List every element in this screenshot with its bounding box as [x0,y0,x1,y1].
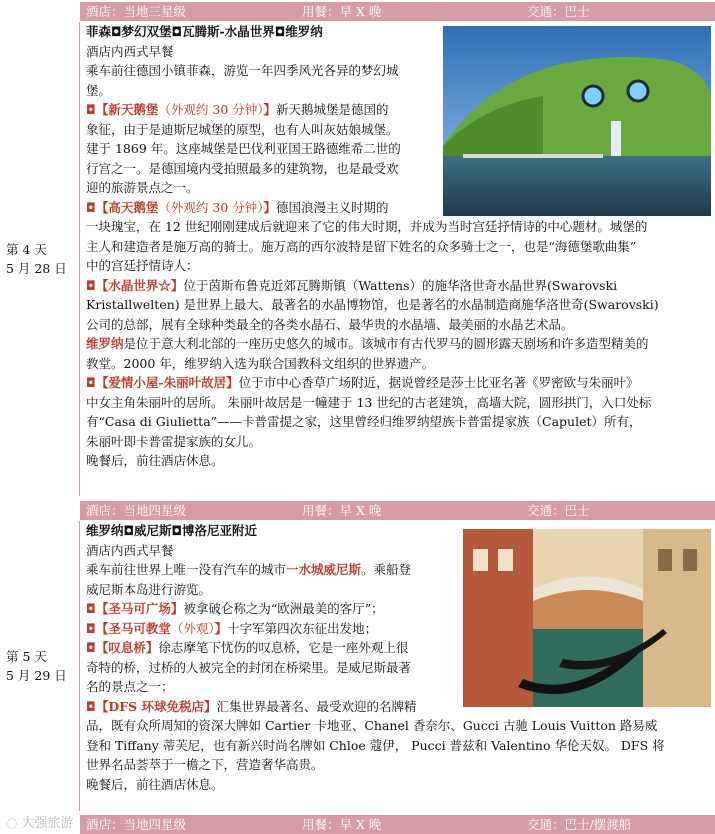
attraction-note: （外观约 30 分钟） [158,199,264,215]
day-label-cell [0,521,80,811]
attraction-juliet-house [86,373,711,393]
text-line: 威尼斯本岛进行游览。 [86,581,212,597]
attraction-marker: ◘【高天鹅堡 [86,199,159,215]
text-line: Kristallwelten) 是世界上最大、最著名的水晶博物馆，也是著名的水晶制造商施华洛世奇(Swarovski) [86,297,659,312]
day-number: 第 4 天 [6,241,47,257]
attraction-crystal-world [86,276,711,296]
attraction-marker: ◘【新天鹅堡 [86,102,159,117]
text-line: 一块瑰宝，在 12 世纪刚刚建成后就迎来了它的伟大时期，并成为当时宫廷抒情诗的中心题材。城堡的 [86,219,648,234]
text-line: 教堂。2000 年，维罗纳入选为联合国教科文组织的世界遗产。 [86,355,435,371]
meal-info: 用餐：早 X 晚 [302,4,382,19]
day5-content [86,521,711,794]
day-title: 维罗纳◘威尼斯◘博洛尼亚附近 [86,523,258,538]
watermark-logo [6,814,74,834]
hotel-info: 酒店：当地四星级 [86,503,187,518]
meal-info: 用餐：早 X 晚 [302,503,382,518]
attraction-san-marco-church [86,619,711,639]
traffic-info: 交通：巴士/摆渡船 [527,817,632,832]
venice-intro-line [86,560,711,580]
attraction-text: 德国浪漫主义时期的 [276,199,389,215]
attraction-text: 新天鹅城堡是德国的 [276,102,389,117]
text-line: 主人和建造者是施万高的骑士。施万高的西尔波特是留下姓名的众多骑士之一，也是“海德堡歌曲集” [86,238,637,254]
text-line: 公司的总部，展有全球种类最全的各类水晶石、最华贵的水晶墙、最美丽的水晶艺术品。 [86,316,574,332]
info-bar-day4 [0,501,715,520]
attraction-text: 汇集世界最著名、最受欢迎的名牌精 [216,698,417,714]
day4-content [86,22,711,471]
city-text: 是位于意大利北部的一座历史悠久的城市。该城市有古代罗马的圆形露天剧场和许多造型精美的 [123,336,649,351]
attraction-marker: ◘【水晶世界☆】 [86,277,184,293]
attraction-bracket: 】 [214,620,228,636]
text-line: 世界名品荟萃于一檐之下，营造奢华高贵。 [86,757,324,772]
attraction-san-marco-square [86,599,711,619]
attraction-text: 十字军第四次东征出发地； [227,620,378,636]
attraction-marker: ◘【爱情小屋-朱丽叶故居】 [86,375,239,390]
traffic-info: 交通：巴士 [527,4,590,19]
text-line: 堡。 [86,82,112,98]
text-line: 登和 Tiffany 蒂芙尼，也有新兴时尚名牌如 Chloe 蔻伊， Pucci 普兹和 Valentino 华伦天奴。 DFS 将 [86,737,665,753]
text-segment: 乘车前往世界上唯一没有汽车的城市 [86,562,287,577]
hotel-info: 酒店：当地四星级 [86,817,187,832]
highlight-venice: 一水城威尼斯 [286,562,362,577]
info-bar-day3 [0,2,715,21]
day-number: 第 5 天 [6,648,47,664]
text-line: 晚餐后，前往酒店休息。 [86,776,224,792]
day-title: 菲森◘梦幻双堡◘瓦腾斯-水晶世界◘维罗纳 [86,24,323,39]
text-line: 朱丽叶即卡普雷提家族的女儿。 [86,433,262,449]
text-line: 象征，由于是迪斯尼城堡的原型，也有人叫灰姑娘城堡。 [86,121,399,137]
attraction-note: （外观） [170,620,215,636]
text-line: 行宫之一。是德国境内受拍照最多的建筑物，也是最受欢 [86,160,399,176]
text-line: 乘车前往德国小镇菲森，游览一年四季风光各异的梦幻城 [86,63,399,78]
text-line: 有“Casa di Giulietta”——卡普雷提之家，这里曾经归维罗纳望族卡普雷提家族（Capulet）所有， [86,414,642,429]
attraction-text: 被拿破仑称之为“欧洲最美的客厅”； [183,601,384,616]
info-bar-day5 [0,815,715,834]
hotel-info: 酒店：当地三星级 [86,4,187,19]
day-label-cell [0,22,80,496]
attraction-marker: ◘【DFS 环球免税店】 [86,698,217,714]
attraction-bridge-of-sighs [86,638,711,658]
attraction-hohenschwangau [86,198,711,218]
text-line: 中的宫廷抒情诗人： [86,258,199,273]
attraction-dfs [86,697,711,717]
text-line: 迎的旅游景点之一。 [86,180,199,195]
day-date: 5 月 29 日 [6,668,67,683]
traffic-info: 交通：巴士 [527,503,590,518]
day-date: 5 月 28 日 [6,261,67,276]
text-line: 中女主角朱丽叶的居所。 朱丽叶故居是一幢建于 13 世纪的古老建筑，高墙大院，圆形拱门，入口处标 [86,394,652,410]
text-line: 奇特的桥，过桥的人被完全的封闭在桥梁里。是威尼斯最著 [86,659,412,675]
attraction-marker: ◘【叹息桥】 [86,640,159,655]
watermark-text: 大强旅游 [21,816,74,831]
meal-info: 用餐：早 X 晚 [302,817,382,832]
attraction-bracket: 】 [263,199,277,215]
city-name: 维罗纳 [86,336,124,351]
attraction-note: （外观约 30 分钟） [158,102,264,117]
text-line: 品，既有众所周知的资深大牌如 Cartier 卡地亚、Chanel 香奈尔、Gucci 古驰 Louis Vuitton 路易威 [86,718,658,733]
attraction-neuschwanstein [86,100,711,120]
watermark-icon: ◌ [6,816,22,831]
attraction-marker: ◘【圣马可广场】 [86,601,184,616]
text-line: 建于 1869 年。这座城堡是巴伐利亚国王路德维希二世的 [86,141,401,156]
attraction-bracket: 】 [263,102,277,117]
text-line: 名的景点之一； [86,679,174,694]
text-segment: 。乘船登 [361,562,412,577]
attraction-marker: ◘【圣马可教堂 [86,620,171,636]
text-line: 酒店内西式早餐 [86,43,174,59]
attraction-text: 徐志摩笔下忧伤的叹息桥，它是一座外观上很 [158,640,409,655]
verona-paragraph [86,334,711,354]
text-line: 晚餐后，前往酒店休息。 [86,453,224,468]
attraction-text: 位于市中心香草广场附近，据说曾经是莎士比亚名著《罗密欧与朱丽叶》 [238,375,639,390]
attraction-text: 位于茵斯布鲁克近郊瓦腾斯镇（Wattens）的施华洛世奇水晶世界(Swarovski [183,277,618,293]
text-line: 酒店内西式早餐 [86,542,174,558]
